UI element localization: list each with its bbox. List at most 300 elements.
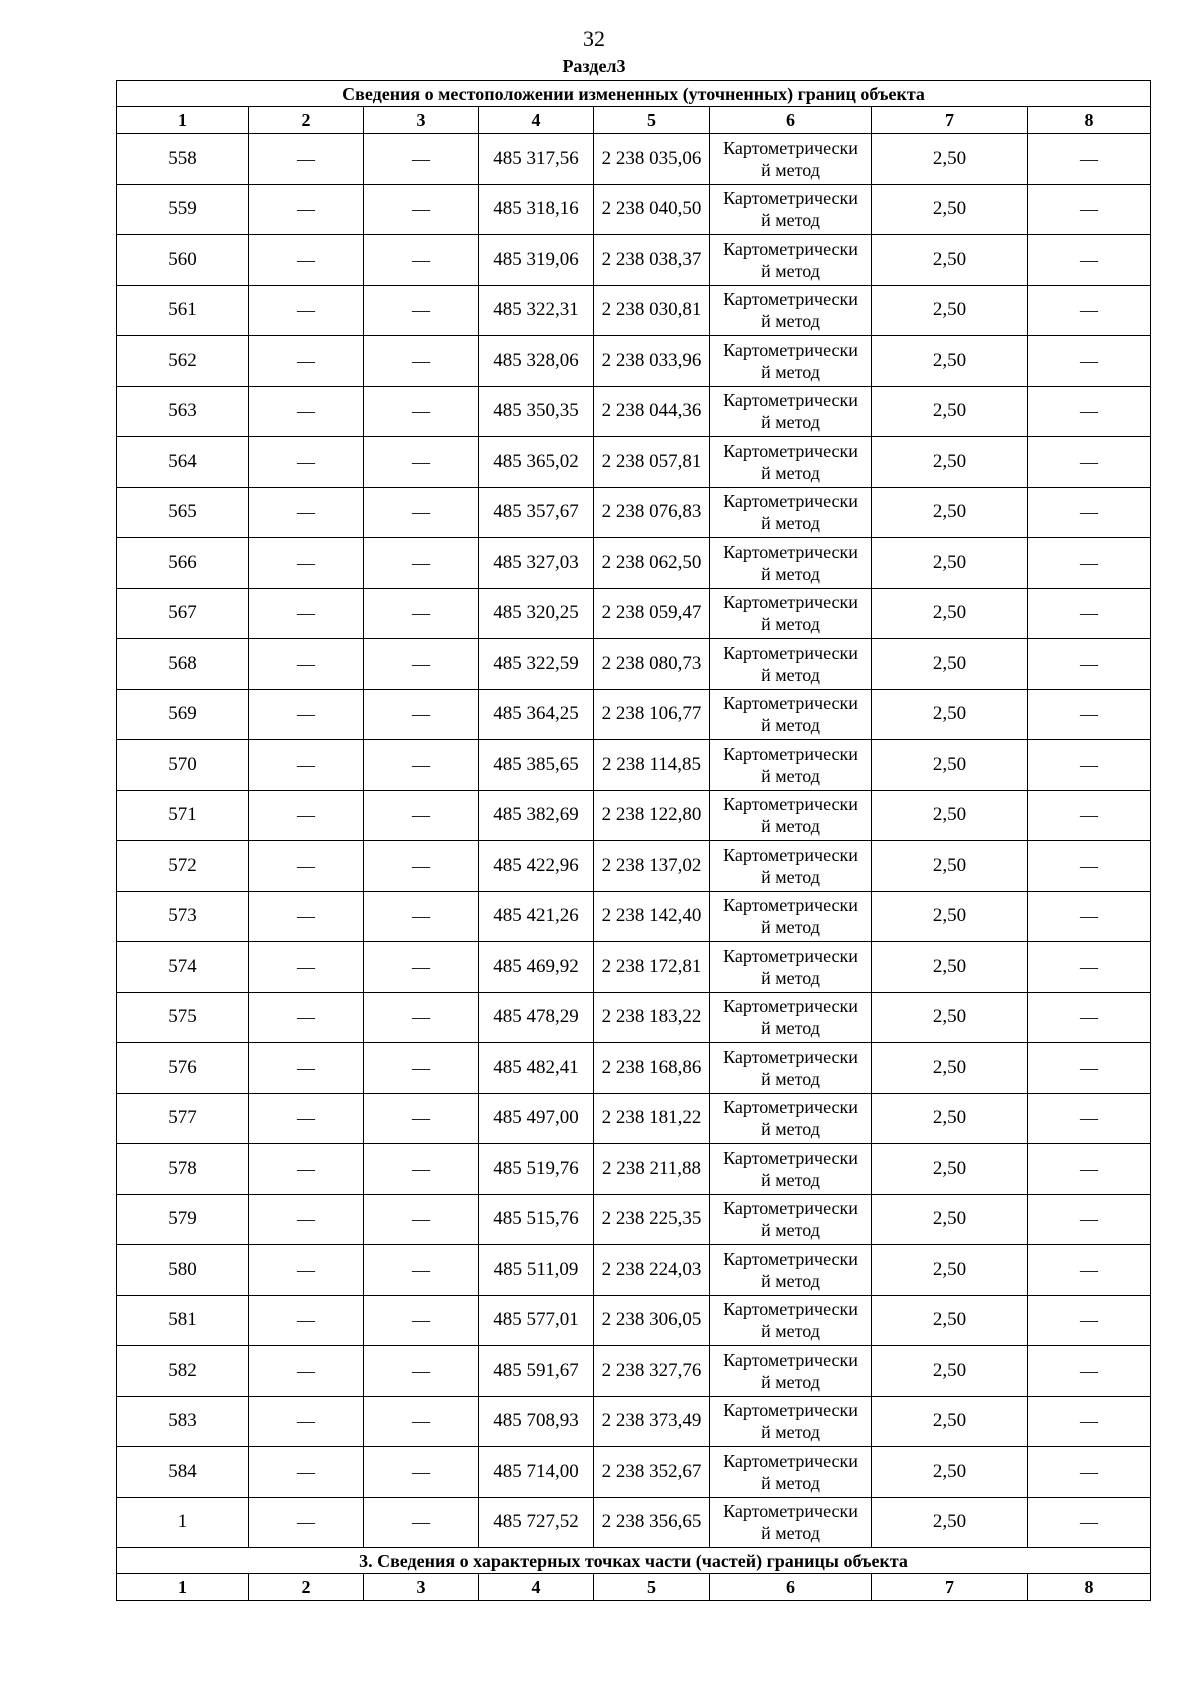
column-3-cell: — [364,891,479,942]
column-8-cell: — [1028,1447,1151,1498]
method-line-1: Картометрически [723,1198,858,1219]
column-2-cell: — [249,992,364,1043]
method-cell [710,639,872,690]
column-2-cell: — [249,184,364,235]
method-cell [710,285,872,336]
y-coordinate-cell: 2 238 076,83 [594,487,710,538]
point-number-cell: 583 [117,1396,249,1447]
column-2-cell: — [249,639,364,690]
accuracy-cell: 2,50 [872,992,1028,1043]
method-cell [710,1194,872,1245]
section3-title: 3. Сведения о характерных точках части (частей) границы объекта [117,1548,1151,1574]
table-row [117,588,1151,639]
accuracy-cell: 2,50 [872,386,1028,437]
method-cell [710,134,872,185]
column-2-cell: — [249,487,364,538]
column-header: 5 [594,1574,710,1601]
column-8-cell: — [1028,437,1151,488]
table-row [117,1346,1151,1397]
column-header: 2 [249,107,364,134]
column-3-cell: — [364,1295,479,1346]
accuracy-cell: 2,50 [872,841,1028,892]
table-row [117,790,1151,841]
accuracy-cell: 2,50 [872,1447,1028,1498]
point-number-cell: 574 [117,942,249,993]
table-row [117,639,1151,690]
column-3-cell: — [364,1093,479,1144]
column-8-cell: — [1028,1144,1151,1195]
method-cell [710,790,872,841]
method-line-1: Картометрически [723,541,858,562]
method-line-1: Картометрически [723,289,858,310]
accuracy-cell: 2,50 [872,689,1028,740]
column-3-cell: — [364,336,479,387]
method-line-2: й метод [761,1321,820,1342]
method-line-1: Картометрически [723,339,858,360]
column-8-cell: — [1028,740,1151,791]
accuracy-cell: 2,50 [872,134,1028,185]
accuracy-cell: 2,50 [872,1093,1028,1144]
method-line-1: Картометрически [723,996,858,1017]
method-line-2: й метод [761,1523,820,1544]
column-8-cell: — [1028,336,1151,387]
column-2-cell: — [249,235,364,286]
method-line-2: й метод [761,967,820,988]
y-coordinate-cell: 2 238 044,36 [594,386,710,437]
column-3-cell: — [364,639,479,690]
method-cell [710,740,872,791]
column-8-cell: — [1028,639,1151,690]
table-row [117,891,1151,942]
y-coordinate-cell: 2 238 183,22 [594,992,710,1043]
column-3-cell: — [364,942,479,993]
point-number-cell: 572 [117,841,249,892]
column-3-cell: — [364,134,479,185]
x-coordinate-cell: 485 422,96 [479,841,594,892]
method-line-1: Картометрически [723,1501,858,1522]
method-cell [710,386,872,437]
method-cell [710,1396,872,1447]
point-number-cell: 579 [117,1194,249,1245]
method-line-2: й метод [761,311,820,332]
point-number-cell: 576 [117,1043,249,1094]
y-coordinate-cell: 2 238 181,22 [594,1093,710,1144]
y-coordinate-cell: 2 238 080,73 [594,639,710,690]
method-line-1: Картометрически [723,1147,858,1168]
column-3-cell: — [364,1194,479,1245]
accuracy-cell: 2,50 [872,1043,1028,1094]
y-coordinate-cell: 2 238 356,65 [594,1497,710,1548]
column-3-cell: — [364,1245,479,1296]
method-line-2: й метод [761,664,820,685]
column-2-cell: — [249,538,364,589]
x-coordinate-cell: 485 318,16 [479,184,594,235]
accuracy-cell: 2,50 [872,740,1028,791]
table-row [117,1093,1151,1144]
method-line-2: й метод [761,1220,820,1241]
y-coordinate-cell: 2 238 168,86 [594,1043,710,1094]
method-cell [710,942,872,993]
method-cell [710,1093,872,1144]
column-3-cell: — [364,992,479,1043]
column-2-cell: — [249,437,364,488]
method-cell [710,891,872,942]
column-8-cell: — [1028,841,1151,892]
x-coordinate-cell: 485 322,59 [479,639,594,690]
x-coordinate-cell: 485 497,00 [479,1093,594,1144]
x-coordinate-cell: 485 708,93 [479,1396,594,1447]
column-2-cell: — [249,1346,364,1397]
x-coordinate-cell: 485 591,67 [479,1346,594,1397]
y-coordinate-cell: 2 238 224,03 [594,1245,710,1296]
column-8-cell: — [1028,790,1151,841]
column-8-cell: — [1028,235,1151,286]
column-8-cell: — [1028,538,1151,589]
column-header: 3 [364,1574,479,1601]
method-line-2: й метод [761,614,820,635]
table-row [117,1295,1151,1346]
table-row [117,841,1151,892]
x-coordinate-cell: 485 328,06 [479,336,594,387]
accuracy-cell: 2,50 [872,235,1028,286]
y-coordinate-cell: 2 238 106,77 [594,689,710,740]
column-2-cell: — [249,790,364,841]
table-row [117,1043,1151,1094]
table-row [117,1447,1151,1498]
x-coordinate-cell: 485 478,29 [479,992,594,1043]
column-2-cell: — [249,1194,364,1245]
x-coordinate-cell: 485 515,76 [479,1194,594,1245]
method-line-2: й метод [761,1018,820,1039]
column-8-cell: — [1028,386,1151,437]
y-coordinate-cell: 2 238 306,05 [594,1295,710,1346]
method-line-1: Картометрически [723,844,858,865]
x-coordinate-cell: 485 714,00 [479,1447,594,1498]
column-2-cell: — [249,1396,364,1447]
column-8-cell: — [1028,942,1151,993]
column-header: 4 [479,1574,594,1601]
x-coordinate-cell: 485 577,01 [479,1295,594,1346]
method-line-2: й метод [761,513,820,534]
point-number-cell: 569 [117,689,249,740]
method-line-1: Картометрически [723,1349,858,1370]
table-row [117,538,1151,589]
column-2-cell: — [249,134,364,185]
x-coordinate-cell: 485 519,76 [479,1144,594,1195]
method-line-1: Картометрически [723,440,858,461]
column-header: 1 [117,107,249,134]
accuracy-cell: 2,50 [872,1144,1028,1195]
method-line-2: й метод [761,1371,820,1392]
column-2-cell: — [249,689,364,740]
method-cell [710,235,872,286]
column-2-cell: — [249,588,364,639]
accuracy-cell: 2,50 [872,942,1028,993]
method-line-2: й метод [761,1472,820,1493]
column-3-cell: — [364,285,479,336]
point-number-cell: 1 [117,1497,249,1548]
method-line-1: Картометрически [723,238,858,259]
method-line-2: й метод [761,715,820,736]
point-number-cell: 570 [117,740,249,791]
accuracy-cell: 2,50 [872,639,1028,690]
point-number-cell: 568 [117,639,249,690]
accuracy-cell: 2,50 [872,1245,1028,1296]
table-row [117,740,1151,791]
x-coordinate-cell: 485 727,52 [479,1497,594,1548]
y-coordinate-cell: 2 238 352,67 [594,1447,710,1498]
method-cell [710,1245,872,1296]
column-2-cell: — [249,285,364,336]
column-8-cell: — [1028,487,1151,538]
table-row [117,1396,1151,1447]
method-cell [710,689,872,740]
accuracy-cell: 2,50 [872,1295,1028,1346]
y-coordinate-cell: 2 238 033,96 [594,336,710,387]
x-coordinate-cell: 485 482,41 [479,1043,594,1094]
column-2-cell: — [249,740,364,791]
point-number-cell: 580 [117,1245,249,1296]
method-line-1: Картометрически [723,1450,858,1471]
method-line-1: Картометрически [723,592,858,613]
table-row [117,235,1151,286]
y-coordinate-cell: 2 238 040,50 [594,184,710,235]
x-coordinate-cell: 485 385,65 [479,740,594,791]
column-8-cell: — [1028,1093,1151,1144]
y-coordinate-cell: 2 238 057,81 [594,437,710,488]
method-line-1: Картометрически [723,1400,858,1421]
column-2-cell: — [249,841,364,892]
method-line-2: й метод [761,159,820,180]
point-number-cell: 563 [117,386,249,437]
column-8-cell: — [1028,1194,1151,1245]
method-line-2: й метод [761,260,820,281]
column-8-cell: — [1028,1295,1151,1346]
column-8-cell: — [1028,285,1151,336]
method-cell [710,1497,872,1548]
column-8-cell: — [1028,1396,1151,1447]
column-3-cell: — [364,386,479,437]
boundary-points-table [116,80,1151,1601]
accuracy-cell: 2,50 [872,1346,1028,1397]
y-coordinate-cell: 2 238 225,35 [594,1194,710,1245]
column-header: 8 [1028,1574,1151,1601]
method-line-2: й метод [761,1270,820,1291]
column-3-cell: — [364,740,479,791]
point-number-cell: 581 [117,1295,249,1346]
x-coordinate-cell: 485 364,25 [479,689,594,740]
column-header: 4 [479,107,594,134]
column-8-cell: — [1028,1346,1151,1397]
x-coordinate-cell: 485 511,09 [479,1245,594,1296]
point-number-cell: 578 [117,1144,249,1195]
column-8-cell: — [1028,891,1151,942]
method-cell [710,1295,872,1346]
column-3-cell: — [364,487,479,538]
point-number-cell: 573 [117,891,249,942]
column-2-cell: — [249,942,364,993]
column-2-cell: — [249,386,364,437]
y-coordinate-cell: 2 238 038,37 [594,235,710,286]
method-line-2: й метод [761,361,820,382]
accuracy-cell: 2,50 [872,1396,1028,1447]
method-line-1: Картометрически [723,137,858,158]
method-line-2: й метод [761,563,820,584]
x-coordinate-cell: 485 327,03 [479,538,594,589]
method-line-1: Картометрически [723,1097,858,1118]
column-8-cell: — [1028,1497,1151,1548]
column-3-cell: — [364,538,479,589]
column-2-cell: — [249,1144,364,1195]
column-3-cell: — [364,1447,479,1498]
column-8-cell: — [1028,689,1151,740]
x-coordinate-cell: 485 365,02 [479,437,594,488]
column-header: 7 [872,1574,1028,1601]
accuracy-cell: 2,50 [872,588,1028,639]
column-3-cell: — [364,184,479,235]
method-line-1: Картометрически [723,945,858,966]
accuracy-cell: 2,50 [872,285,1028,336]
x-coordinate-cell: 485 317,56 [479,134,594,185]
y-coordinate-cell: 2 238 137,02 [594,841,710,892]
accuracy-cell: 2,50 [872,1194,1028,1245]
page-number: 32 [583,26,605,51]
method-cell [710,1447,872,1498]
column-2-cell: — [249,1093,364,1144]
accuracy-cell: 2,50 [872,1497,1028,1548]
column-8-cell: — [1028,184,1151,235]
method-cell [710,1144,872,1195]
table-row [117,992,1151,1043]
method-cell [710,538,872,589]
point-number-cell: 571 [117,790,249,841]
section3-column-header-row [117,1574,1151,1601]
column-2-cell: — [249,1245,364,1296]
table-row [117,1144,1151,1195]
method-line-2: й метод [761,917,820,938]
y-coordinate-cell: 2 238 172,81 [594,942,710,993]
column-header: 2 [249,1574,364,1601]
x-coordinate-cell: 485 322,31 [479,285,594,336]
point-number-cell: 577 [117,1093,249,1144]
y-coordinate-cell: 2 238 122,80 [594,790,710,841]
column-header: 8 [1028,107,1151,134]
table-row [117,336,1151,387]
accuracy-cell: 2,50 [872,487,1028,538]
method-line-2: й метод [761,866,820,887]
accuracy-cell: 2,50 [872,790,1028,841]
y-coordinate-cell: 2 238 059,47 [594,588,710,639]
point-number-cell: 558 [117,134,249,185]
column-2-cell: — [249,891,364,942]
point-number-cell: 575 [117,992,249,1043]
method-cell [710,992,872,1043]
x-coordinate-cell: 485 421,26 [479,891,594,942]
column-3-cell: — [364,1346,479,1397]
method-line-1: Картометрически [723,1046,858,1067]
column-header: 1 [117,1574,249,1601]
table-title: Сведения о местоположении измененных (уточненных) границ объекта [117,81,1151,107]
column-2-cell: — [249,336,364,387]
column-2-cell: — [249,1043,364,1094]
method-cell [710,336,872,387]
method-line-1: Картометрически [723,390,858,411]
method-line-2: й метод [761,1169,820,1190]
method-line-2: й метод [761,765,820,786]
method-line-2: й метод [761,210,820,231]
y-coordinate-cell: 2 238 030,81 [594,285,710,336]
column-2-cell: — [249,1447,364,1498]
x-coordinate-cell: 485 319,06 [479,235,594,286]
method-line-2: й метод [761,1422,820,1443]
y-coordinate-cell: 2 238 062,50 [594,538,710,589]
method-cell [710,1346,872,1397]
table-row [117,184,1151,235]
point-number-cell: 565 [117,487,249,538]
x-coordinate-cell: 485 469,92 [479,942,594,993]
column-2-cell: — [249,1497,364,1548]
column-8-cell: — [1028,1043,1151,1094]
column-header: 7 [872,107,1028,134]
y-coordinate-cell: 2 238 035,06 [594,134,710,185]
y-coordinate-cell: 2 238 114,85 [594,740,710,791]
table-row [117,437,1151,488]
method-cell [710,437,872,488]
column-3-cell: — [364,1043,479,1094]
column-3-cell: — [364,437,479,488]
table-row [117,1497,1151,1548]
y-coordinate-cell: 2 238 211,88 [594,1144,710,1195]
point-number-cell: 584 [117,1447,249,1498]
table-row [117,689,1151,740]
accuracy-cell: 2,50 [872,336,1028,387]
column-header: 6 [710,107,872,134]
column-3-cell: — [364,588,479,639]
x-coordinate-cell: 485 382,69 [479,790,594,841]
method-cell [710,1043,872,1094]
method-line-1: Картометрически [723,1299,858,1320]
method-line-2: й метод [761,816,820,837]
column-8-cell: — [1028,992,1151,1043]
column-2-cell: — [249,1295,364,1346]
method-line-1: Картометрически [723,794,858,815]
table-row [117,134,1151,185]
method-line-1: Картометрически [723,895,858,916]
column-3-cell: — [364,790,479,841]
column-header-row [117,107,1151,134]
method-line-1: Картометрически [723,693,858,714]
column-3-cell: — [364,1144,479,1195]
method-line-1: Картометрически [723,491,858,512]
column-3-cell: — [364,235,479,286]
table-row [117,1194,1151,1245]
accuracy-cell: 2,50 [872,891,1028,942]
column-3-cell: — [364,689,479,740]
column-8-cell: — [1028,1245,1151,1296]
method-line-1: Картометрически [723,1248,858,1269]
method-line-1: Картометрически [723,743,858,764]
method-line-2: й метод [761,1119,820,1140]
column-3-cell: — [364,1497,479,1548]
column-header: 6 [710,1574,872,1601]
column-3-cell: — [364,1396,479,1447]
method-line-2: й метод [761,462,820,483]
point-number-cell: 561 [117,285,249,336]
method-cell [710,588,872,639]
point-number-cell: 562 [117,336,249,387]
x-coordinate-cell: 485 350,35 [479,386,594,437]
x-coordinate-cell: 485 320,25 [479,588,594,639]
